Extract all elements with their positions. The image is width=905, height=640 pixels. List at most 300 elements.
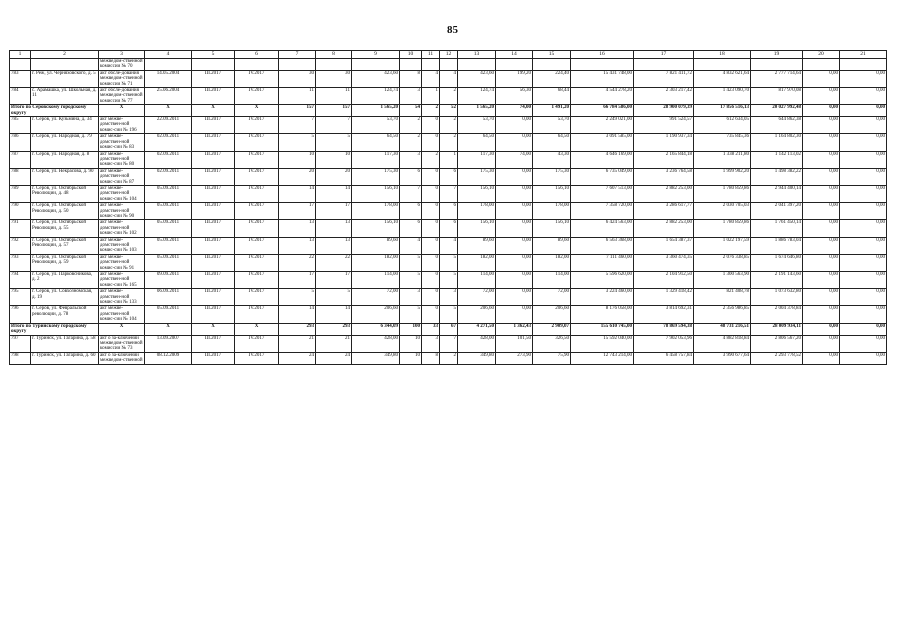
table-cell: 5	[279, 289, 316, 306]
table-cell: 124,74	[352, 88, 400, 105]
table-cell: акт межве-домствен-ной комис-сии № 83	[99, 134, 145, 151]
table-cell: г. Серов, ул. Октябрьской Революции, д. 55	[31, 220, 99, 237]
column-number-cell: 4	[145, 51, 192, 59]
table-cell: 17 856 516,13	[694, 105, 751, 117]
table-cell: акт межве-домствен-ной комис-сии № 133	[99, 289, 145, 306]
table-cell: акт межве-домствен-ной комис-сии № 196	[99, 117, 145, 134]
table-cell: 114,00	[533, 272, 571, 289]
table-cell: с. Арамашка, ул. Школьная, д. 11	[31, 88, 99, 105]
table-cell: 20	[279, 168, 316, 185]
table-cell: 25.06.2004	[145, 88, 192, 105]
table-cell: 1 142 113,02	[751, 151, 803, 168]
table-cell: 7 111 460,00	[571, 254, 634, 271]
table-cell: 64,50	[458, 134, 496, 151]
table-cell: г. Туринск, ул. Гагарина, д. 60	[31, 352, 99, 364]
table-cell: 12 743 214,00	[571, 352, 634, 364]
table-cell: 1 674 646,80	[751, 254, 803, 271]
table-cell: 0,00	[803, 134, 840, 151]
table-cell: 8 176 058,00	[571, 306, 634, 323]
table-cell: 1 565,20	[352, 105, 400, 117]
table-cell: акт межве-домствен-ной комис-сии № 102	[99, 220, 145, 237]
column-number-cell: 17	[634, 51, 694, 59]
table-cell: 0,00	[840, 306, 887, 323]
table-cell: 72,00	[352, 289, 400, 306]
table-cell: IV.2017	[235, 203, 279, 220]
table-cell: X	[192, 323, 235, 335]
column-number-cell: 1	[10, 51, 31, 59]
table-cell: 798	[10, 352, 31, 364]
table-cell: 178,00	[352, 203, 400, 220]
table-cell: 17	[279, 272, 316, 289]
table-cell	[694, 59, 751, 71]
table-cell: 0,00	[840, 289, 887, 306]
table-cell: III.2017	[192, 203, 235, 220]
table-cell: 7	[440, 185, 458, 202]
column-number-cell: 2	[31, 51, 99, 59]
table-row	[10, 59, 887, 71]
table-cell: 0,00	[803, 168, 840, 185]
table-cell: 10	[400, 335, 422, 352]
table-cell: 821 408,78	[694, 289, 751, 306]
table-cell: IV.2017	[235, 168, 279, 185]
table-cell: 0,00	[840, 352, 887, 364]
table-cell: 428,00	[458, 335, 496, 352]
table-cell: 3 236 764,58	[634, 168, 694, 185]
table-cell: 0,00	[803, 105, 840, 117]
table-cell: 0,00	[803, 272, 840, 289]
table-row	[10, 352, 887, 364]
table-cell: 1 999 902,20	[694, 168, 751, 185]
table-cell: акт межве-домствен-ной комис-сии № 91	[99, 254, 145, 271]
table-cell: 0	[422, 185, 440, 202]
table-cell: 02.09.2011	[145, 151, 192, 168]
table-cell: 0	[422, 203, 440, 220]
table-cell: 22	[279, 254, 316, 271]
table-cell: 8	[422, 352, 440, 364]
table-cell: 14.05.2004	[145, 70, 192, 87]
table-cell: 13	[316, 237, 352, 254]
table-cell: 155 610 745,00	[571, 323, 634, 335]
subtotal-row	[10, 323, 887, 335]
table-cell: 3	[440, 289, 458, 306]
table-cell: 1 886 783,04	[751, 237, 803, 254]
page-number: 85	[447, 24, 458, 36]
table-cell: 0	[422, 254, 440, 271]
table-cell: 17	[316, 203, 352, 220]
table-cell: 10	[279, 151, 316, 168]
table-cell: 0,00	[803, 352, 840, 364]
table-cell: 1 164 802,30	[751, 134, 803, 151]
table-cell: 0,00	[496, 237, 533, 254]
table-cell: 0,00	[840, 220, 887, 237]
table-cell: 21	[316, 335, 352, 352]
table-cell: 28 900 079,39	[634, 105, 694, 117]
table-cell: акт о за-ключении межведом-ственной	[100, 352, 143, 364]
subtotal-row	[10, 105, 887, 117]
table-cell	[400, 59, 422, 71]
table-cell: 273,90	[496, 352, 533, 364]
table-cell: 182,00	[458, 254, 496, 271]
table-cell: 7	[400, 185, 422, 202]
table-cell	[751, 59, 803, 71]
table-cell: 67	[440, 323, 458, 335]
table-cell: 785	[10, 117, 31, 134]
table-cell	[192, 59, 235, 71]
column-number-cell: 8	[316, 51, 352, 59]
table-cell: 2 806 567,20	[751, 335, 803, 352]
table-cell: 4 646 169,00	[571, 151, 634, 168]
table-cell: 89,60	[458, 237, 496, 254]
table-cell: IV.2017	[235, 117, 279, 134]
table-cell: 0	[422, 306, 440, 323]
table-cell: 156,10	[352, 185, 400, 202]
table-cell: 14	[316, 185, 352, 202]
table-cell: 0,00	[496, 306, 533, 323]
table-cell: 4 882 818,84	[694, 335, 751, 352]
table-cell: 0,00	[803, 70, 840, 87]
table-cell: акт о за-ключении межведом-ственной комиссии № 73	[100, 335, 143, 352]
table-cell: 08.12.2009	[145, 352, 192, 364]
table-cell	[803, 59, 840, 71]
table-cell: 3 091 585,00	[571, 134, 634, 151]
table-cell: 02.09.2011	[145, 168, 192, 185]
table-cell: 14	[279, 306, 316, 323]
table-cell: 0,00	[496, 203, 533, 220]
table-cell: акт межве-домствен-ной комис-сии № 90	[99, 203, 145, 220]
table-cell: г. Серов, ул. Парковсникова, д. 2	[31, 272, 99, 289]
table-cell: 3 360 474,35	[634, 254, 694, 271]
table-cell: 53,70	[533, 117, 571, 134]
table-cell: 1 423 090,70	[694, 88, 751, 105]
table-cell: 6	[440, 220, 458, 237]
table-cell: 4 832 621,64	[694, 70, 751, 87]
table-cell: 1 329 418,42	[634, 289, 694, 306]
table-cell: 1 565,20	[458, 105, 496, 117]
table-row	[10, 220, 887, 237]
table-cell: 54	[400, 105, 422, 117]
table-cell: 13	[316, 220, 352, 237]
column-number-cell: 6	[235, 51, 279, 59]
table-cell: III.2017	[192, 220, 235, 237]
table-cell: 4	[440, 70, 458, 87]
table-cell: 5	[316, 134, 352, 151]
table-cell: г. Серов, ул. Октябрьской Революции, д. 50	[31, 203, 99, 220]
column-number-cell: 18	[694, 51, 751, 59]
table-cell: 4 544 278,20	[571, 88, 634, 105]
table-cell: 175,30	[458, 168, 496, 185]
table-cell	[571, 59, 634, 71]
table-cell: 0,00	[496, 185, 533, 202]
table-cell: 2 293 778,52	[751, 352, 803, 364]
table-cell: IV.2017	[235, 88, 279, 105]
table-cell: 182,00	[352, 254, 400, 271]
table-row	[10, 254, 887, 271]
table-cell: 1 022 197,59	[694, 237, 751, 254]
table-cell: 7	[279, 117, 316, 134]
table-cell: III.2017	[192, 272, 235, 289]
table-row	[10, 151, 887, 168]
table-cell: 0,00	[840, 88, 887, 105]
table-cell: 05.09.2011	[145, 203, 192, 220]
table-cell: 22	[316, 254, 352, 271]
table-cell: 4	[400, 237, 422, 254]
table-cell: г. Серов, ул. Совхозномская, д. 19	[31, 289, 99, 306]
table-cell: 349,80	[352, 352, 400, 364]
table-cell: IV.2017	[235, 237, 279, 254]
table-cell: 7	[316, 117, 352, 134]
table-cell: 0,00	[840, 70, 887, 87]
table-cell: 156,10	[533, 185, 571, 202]
table-cell: 5	[400, 272, 422, 289]
column-number-cell: 3	[99, 51, 145, 59]
table-cell: 178,00	[533, 203, 571, 220]
table-cell: 6 563 368,00	[571, 237, 634, 254]
table-cell: 13	[279, 220, 316, 237]
table-cell: 787	[10, 151, 31, 168]
table-cell: 2	[440, 88, 458, 105]
table-cell: межведом-ственной комиссии № 70	[100, 59, 143, 70]
table-cell: III.2017	[192, 168, 235, 185]
table-cell: 791	[10, 220, 31, 237]
table-cell: IV.2017	[235, 352, 279, 364]
table-cell: акт межве-домствен-ной комис-сии № 104	[99, 185, 145, 202]
table-cell: 72,00	[458, 289, 496, 306]
table-cell: 7 902 053,96	[634, 335, 694, 352]
table-cell: 784	[10, 88, 31, 105]
column-number-cell: 21	[840, 51, 887, 59]
table-cell: 2 041 397,20	[751, 203, 803, 220]
table-cell: 0,00	[840, 151, 887, 168]
table-cell: 0,00	[840, 237, 887, 254]
table-cell: 0,00	[496, 117, 533, 134]
table-cell: 0,00	[840, 272, 887, 289]
table-cell: 644 862,38	[751, 117, 803, 134]
table-cell: 17	[279, 203, 316, 220]
table-cell: 0,00	[803, 117, 840, 134]
table-cell: 2	[400, 117, 422, 134]
table-cell: X	[99, 323, 145, 335]
table-cell	[235, 59, 279, 71]
table-cell: 0	[422, 289, 440, 306]
table-cell: 2 076 338,85	[694, 254, 751, 271]
table-cell: 14	[279, 185, 316, 202]
table-cell: 2	[440, 352, 458, 364]
table-cell: 14	[316, 306, 352, 323]
table-cell	[634, 59, 694, 71]
table-cell: 24	[279, 352, 316, 364]
table-cell: г. Серов, ул. Некрасова, д. 90	[31, 168, 99, 185]
table-cell: 0	[422, 220, 440, 237]
table-cell: 1 491,20	[533, 105, 571, 117]
table-cell: 15 431 748,00	[571, 70, 634, 87]
table-cell: 117,30	[352, 151, 400, 168]
table-row	[10, 117, 887, 134]
table-cell: III.2017	[192, 352, 235, 364]
table-cell: 0,00	[496, 134, 533, 151]
table-cell: 53,70	[458, 117, 496, 134]
table-cell: III.2017	[192, 335, 235, 352]
table-row	[10, 306, 887, 323]
table-cell: 3	[400, 151, 422, 168]
subtotal-label: Итого по Туринскому городскому округу	[10, 323, 99, 335]
table-cell: г. Серов, ул. Народная, д. 79	[31, 134, 99, 151]
table-cell: 182,00	[533, 254, 571, 271]
column-number-row	[10, 51, 887, 59]
table-cell: 7 821 411,72	[634, 70, 694, 87]
table-cell: 0,00	[840, 185, 887, 202]
table-cell: 2 004 378,84	[751, 306, 803, 323]
table-cell: 10	[316, 151, 352, 168]
column-number-cell: 7	[279, 51, 316, 59]
table-cell: X	[99, 105, 145, 117]
table-cell: 1 780 859,86	[694, 185, 751, 202]
table-cell: 74,00	[496, 151, 533, 168]
table-cell: 0,00	[803, 220, 840, 237]
table-cell: 428,00	[352, 335, 400, 352]
column-number-cell: 12	[440, 51, 458, 59]
table-cell: 157	[316, 105, 352, 117]
table-cell: г. Туринск, ул. Гагарина, д. 58	[31, 335, 99, 352]
table-cell: 3 990 677,64	[694, 352, 751, 364]
table-cell: 7	[440, 335, 458, 352]
table-cell: 423,60	[352, 70, 400, 87]
table-cell: 24	[316, 352, 352, 364]
table-cell: 1 498 382,22	[751, 168, 803, 185]
table-cell: III.2017	[192, 70, 235, 87]
table-cell: 114,00	[458, 272, 496, 289]
register-table	[9, 50, 887, 365]
table-cell: акт обсле-дования межведом-ственной комиссии № 77	[100, 88, 143, 104]
table-cell: 09.09.2011	[145, 272, 192, 289]
table-cell: 6	[400, 220, 422, 237]
table-cell: 0,00	[496, 254, 533, 271]
column-number-cell: 9	[352, 51, 400, 59]
table-cell: 991 524,57	[634, 117, 694, 134]
table-cell: 33	[422, 323, 440, 335]
table-cell: 0,00	[840, 323, 887, 335]
column-number-cell: 20	[803, 51, 840, 59]
table-cell: 2 909,07	[533, 323, 571, 335]
table-cell: IV.2017	[235, 272, 279, 289]
table-cell: 2	[422, 105, 440, 117]
table-cell: IV.2017	[235, 335, 279, 352]
column-number-cell: 19	[751, 51, 803, 59]
table-cell: акт межве-домствен-ной комис-сии № 87	[99, 168, 145, 185]
table-cell: 0,00	[803, 88, 840, 105]
table-cell: г. Серов, ул. Октябрьской Революции, д. 57	[31, 237, 99, 254]
table-cell: 05.09.2011	[145, 185, 192, 202]
table-cell: 1 362,43	[496, 323, 533, 335]
table-cell: III.2017	[192, 185, 235, 202]
table-cell: 2 249 021,00	[571, 117, 634, 134]
table-cell: IV.2017	[235, 134, 279, 151]
table-row	[10, 335, 887, 352]
table-cell	[145, 59, 192, 71]
table-cell: X	[192, 105, 235, 117]
table-cell: 2 777 714,64	[751, 70, 803, 87]
subtotal-label: Итого по Серовскому городскому округу	[10, 105, 99, 117]
table-cell: 11	[279, 88, 316, 105]
table-cell: 5	[400, 254, 422, 271]
table-cell: 10	[400, 352, 422, 364]
table-cell: 612 634,05	[694, 117, 751, 134]
table-cell: 789	[10, 185, 31, 202]
table-cell: 157	[279, 105, 316, 117]
table-cell: 56,30	[496, 88, 533, 105]
table-row	[10, 70, 887, 87]
table-cell: 02.09.2011	[145, 134, 192, 151]
table-cell	[533, 59, 571, 71]
table-cell: 3 286 617,77	[634, 203, 694, 220]
table-cell: X	[235, 323, 279, 335]
table-cell: 796	[10, 306, 31, 323]
table-cell: IV.2017	[235, 185, 279, 202]
table-cell: III.2017	[192, 151, 235, 168]
column-number-cell: 15	[533, 51, 571, 59]
table-cell: 53,70	[352, 117, 400, 134]
table-cell: 5	[316, 289, 352, 306]
table-cell: 28 009 934,11	[751, 323, 803, 335]
table-cell: 06.09.2011	[145, 289, 192, 306]
table-cell: 0	[422, 272, 440, 289]
table-cell: 5	[440, 272, 458, 289]
table-cell: 0,00	[496, 168, 533, 185]
table-cell: г. Серов, ул. Кузьмина, д. 34	[31, 117, 99, 134]
table-cell: 735 845,36	[694, 134, 751, 151]
table-cell: 124,74	[458, 88, 496, 105]
table-cell: 423,60	[458, 70, 496, 87]
table-cell: акт межве-домствен-ной комис-сии № 165	[99, 272, 145, 289]
table-cell: 3	[422, 335, 440, 352]
table-cell: X	[145, 105, 192, 117]
table-cell: 797	[10, 335, 31, 352]
table-cell	[422, 59, 440, 71]
table-cell: 2 030 705,03	[694, 203, 751, 220]
table-cell: 156,10	[533, 220, 571, 237]
column-number-cell: 5	[192, 51, 235, 59]
table-cell: 0,00	[803, 323, 840, 335]
table-cell: 156,10	[352, 220, 400, 237]
table-cell: 74,00	[496, 105, 533, 117]
table-cell: 5 596 620,00	[571, 272, 634, 289]
table-cell: 101,50	[496, 335, 533, 352]
table-cell: 0	[422, 134, 440, 151]
table-cell: 0,00	[803, 203, 840, 220]
table-cell: 0	[422, 117, 440, 134]
table-cell: 326,50	[533, 335, 571, 352]
table-cell: IV.2017	[235, 220, 279, 237]
table-cell: 175,30	[533, 168, 571, 185]
table-cell: 05.09.2011	[145, 306, 192, 323]
table-cell: 0,00	[803, 254, 840, 271]
table-cell: 0,00	[803, 151, 840, 168]
table-cell: 1 338 211,80	[694, 151, 751, 168]
table-cell: 05.09.2011	[145, 254, 192, 271]
table-cell: г. Серов, ул. Народная, д. 8	[31, 151, 99, 168]
table-cell: акт межве-домствен-ной комис-сии № 103	[99, 237, 145, 254]
table-cell: 11	[316, 88, 352, 105]
table-cell: 100	[400, 323, 422, 335]
table-cell: 1 190 937,34	[634, 134, 694, 151]
table-cell: 5	[400, 306, 422, 323]
table-cell: 2	[440, 134, 458, 151]
table-cell: 6 735 049,00	[571, 168, 634, 185]
table-cell: 22.09.2011	[145, 117, 192, 134]
table-cell: акт межве-домствен-ной комис-сии № 80	[99, 151, 145, 168]
table-cell: 2	[440, 117, 458, 134]
table-cell: 6 458 757,84	[634, 352, 694, 364]
table-cell: 1 761 450,14	[751, 220, 803, 237]
